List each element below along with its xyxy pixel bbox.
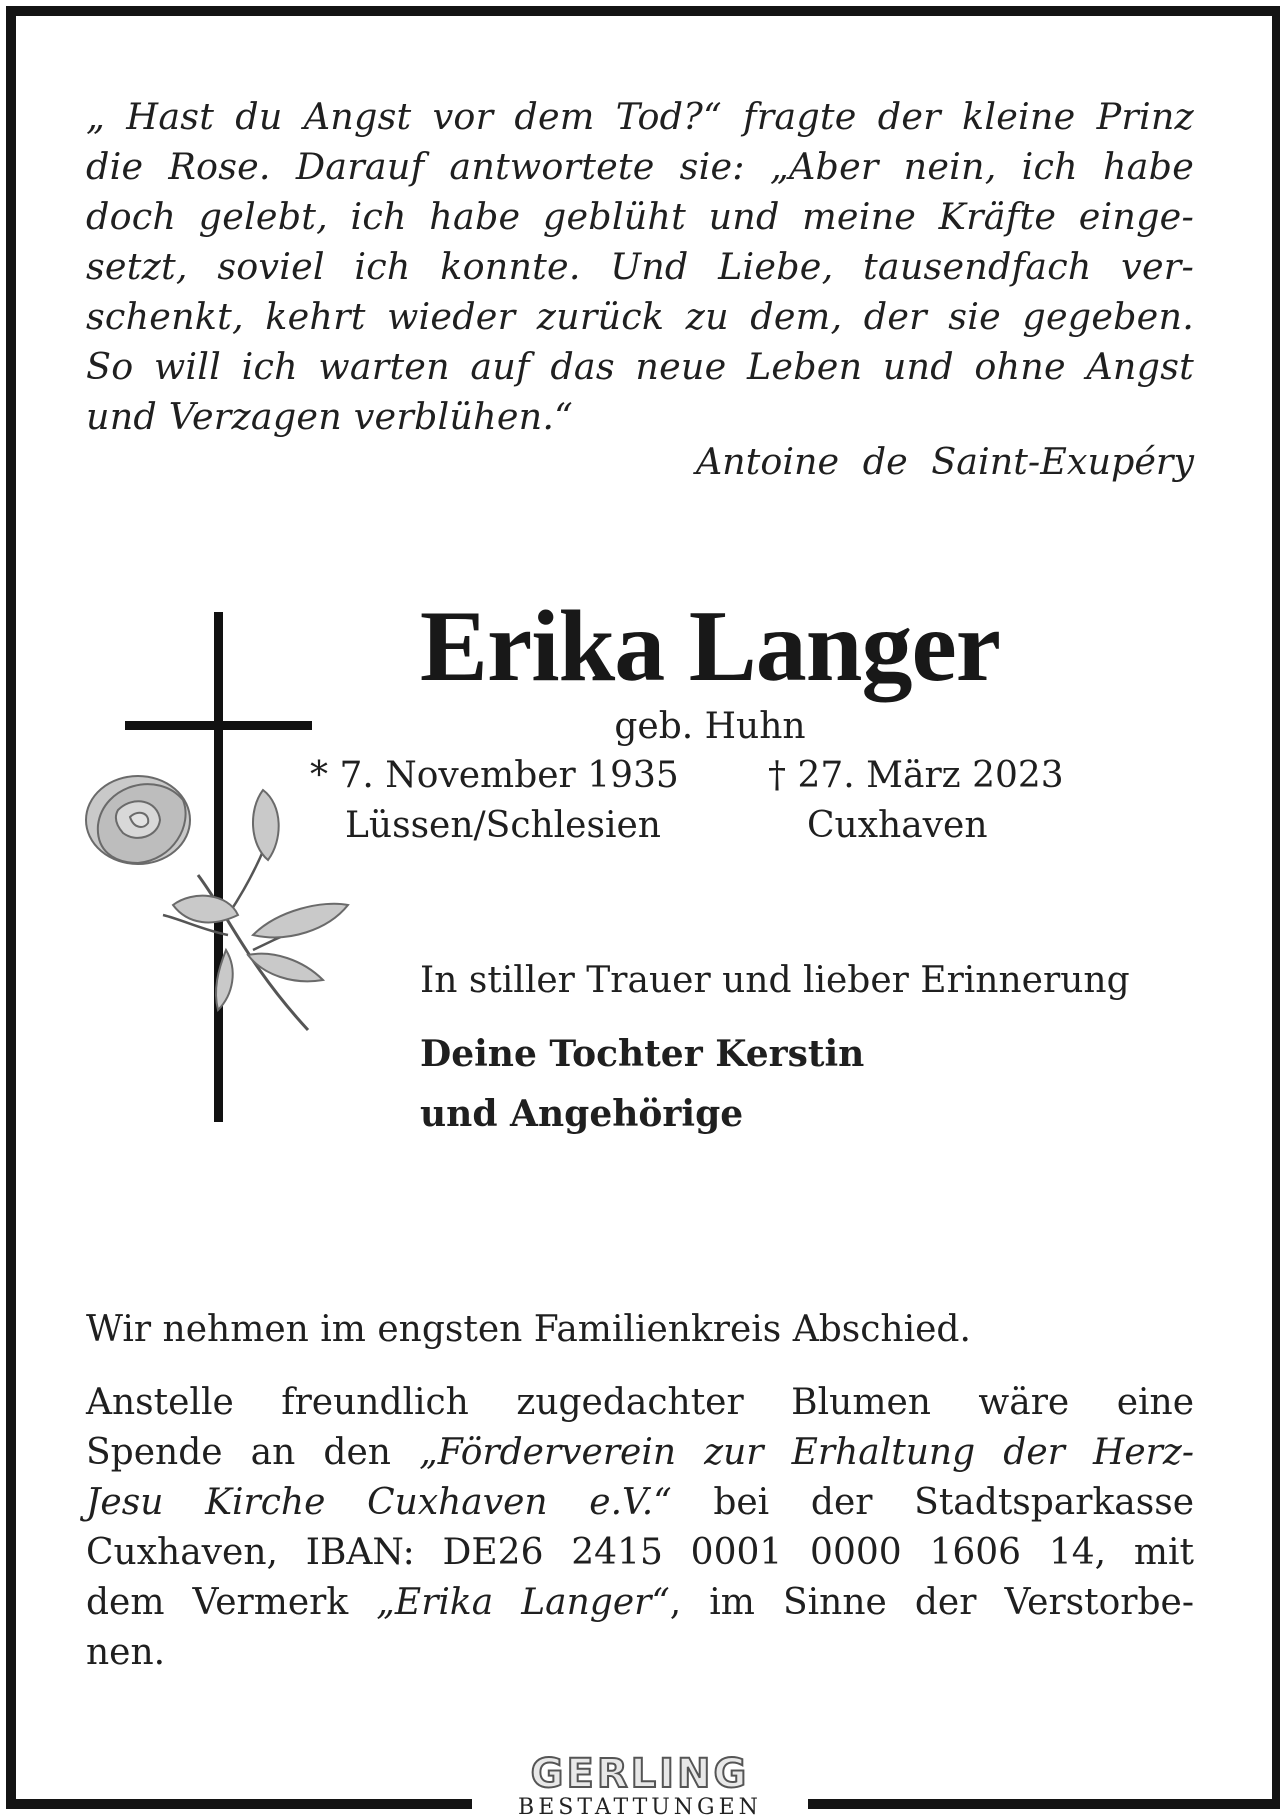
donation-text-part: bei der Stadtsparkasse [671,1482,1195,1523]
donation-line: nen. [86,1632,166,1673]
maiden-name: geb. Huhn [614,706,806,747]
birth-date: * 7. November 1935 [310,755,679,796]
quote-text [86,92,1194,442]
donation-line: Anstelle freundlich zugedachter Blumen wäre eine [86,1382,1194,1423]
quote-author: Antoine de Saint-Exupéry [695,440,1194,483]
deceased-name: Erika Langer [419,590,1001,703]
signer-line: und Angehörige [420,1093,744,1135]
donation-iban-line: Cuxhaven, IBAN: DE26 2415 0001 0000 1606 14, mit [86,1532,1194,1573]
farewell-text [86,1305,1194,1355]
rose-icon [78,765,358,1045]
quote-line: und Verzagen verblühen.“ [86,395,573,438]
donation-text-part: dem Vermerk [86,1582,377,1623]
quote-line: die Rose. Darauf antwortete sie: „Aber nein, ich habe [86,145,1194,188]
donation-recipient-cont: Jesu Kirche Cuxhaven e.V.“ [86,1482,672,1523]
signer-line: Deine Tochter Kerstin [420,1033,865,1075]
cross-icon-beam [125,721,312,730]
donation-line [86,1578,1194,1628]
birth-place: Lüssen/Schlesien [345,805,661,846]
logo-main: GERLING [530,1751,750,1797]
quote-line: „ Hast du Angst vor dem Tod?“ fragte der kleine Prinz [86,95,1194,138]
mourning-phrase: In stiller Trauer und lieber Erinnerung [420,960,1130,1001]
farewell-line: Wir nehmen im engsten Familienkreis Abschied. [86,1309,971,1350]
death-place: Cuxhaven [807,805,988,846]
donation-line [86,1428,1194,1478]
quote-line: schenkt, kehrt wieder zurück zu dem, der sie gegeben. [86,295,1194,338]
quote-line: setzt, soviel ich konnte. Und Liebe, tausendfach ver- [86,245,1194,288]
donation-text [86,1378,1194,1678]
quote-line: doch gelebt, ich habe geblüht und meine Kräfte einge- [86,195,1194,238]
donation-text-part: , im Sinne der Verstorbe- [669,1582,1195,1623]
donation-line [86,1478,1194,1528]
logo-sub: BESTATTUNGEN [518,1795,762,1820]
donation-text-part: Spende an den [86,1432,420,1473]
quote-line: So will ich warten auf das neue Leben und ohne Angst [86,345,1194,388]
bottom-rule-right [808,1799,1272,1809]
death-date: † 27. März 2023 [768,755,1064,796]
funeral-home-logo [472,1752,808,1820]
donation-recipient: „Förderverein zur Erhaltung der Herz- [419,1432,1194,1473]
donation-reference: „Erika Langer“ [376,1582,670,1623]
bottom-rule-left [6,1799,472,1809]
